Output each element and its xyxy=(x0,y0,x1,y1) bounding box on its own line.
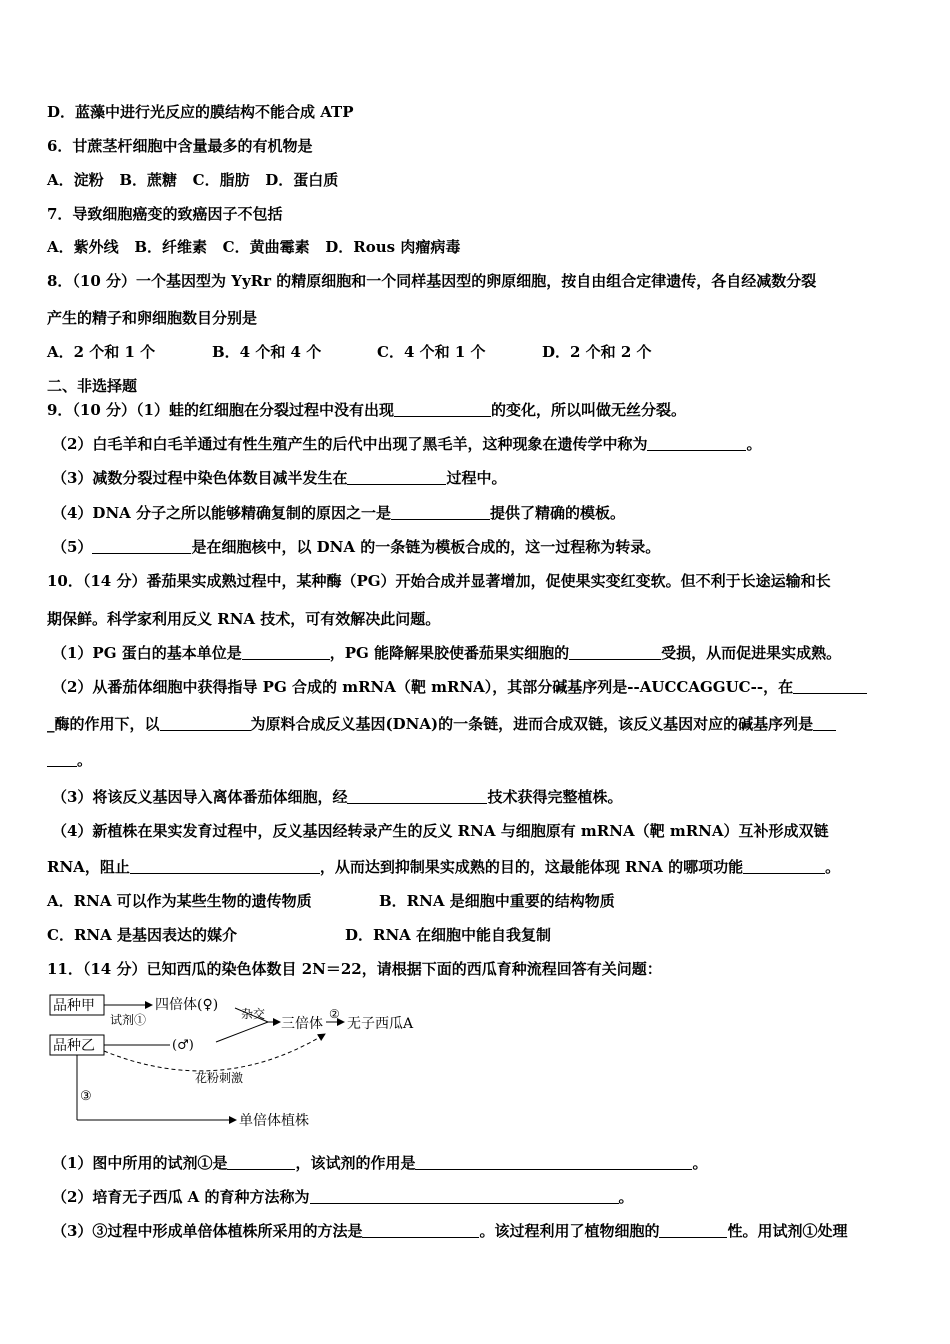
q10-part1-text-c: 受损，从而促进果实成熟。 xyxy=(661,644,842,662)
seedless-watermelon-label: 无子西瓜A xyxy=(347,1016,414,1032)
q9-part2 xyxy=(52,434,761,454)
q11-part1-text-b: ，该试剂的作用是 xyxy=(295,1154,416,1172)
q11-part1-text-c: 。 xyxy=(692,1154,708,1172)
q11-part2-text-a: （2）培育无子西瓜 A 的育种方法称为 xyxy=(52,1188,310,1206)
step3-label: ③ xyxy=(80,1089,92,1104)
q6-option-a: A．淀粉 xyxy=(47,171,104,189)
answer-blank[interactable] xyxy=(647,435,746,451)
q9-part4-text-b: 提供了精确的模板。 xyxy=(490,504,626,522)
pollen-stimulus-arrow xyxy=(104,1034,325,1071)
breeding-flow-diagram xyxy=(40,988,440,1133)
q10-part2-text-b: _酶的作用下，以 xyxy=(47,715,160,733)
answer-blank[interactable] xyxy=(92,538,191,554)
q7-option-d: D．Rous 肉瘤病毒 xyxy=(325,238,461,256)
q9-part5 xyxy=(52,537,660,557)
q10-options-row2 xyxy=(47,925,551,945)
q10-part2-text-c: 为原料合成反义基因(DNA)的一条链，进而合成双链，该反义基因对应的碱基序列是 xyxy=(250,715,814,733)
male-label: (♂) xyxy=(172,1038,194,1053)
q9-part1-text-b: 的变化，所以叫做无丝分裂。 xyxy=(490,401,686,419)
answer-blank[interactable] xyxy=(813,715,836,731)
q9-part3 xyxy=(52,468,506,488)
q11-part3-text-b: 。该过程利用了植物细胞的 xyxy=(479,1222,660,1240)
q10-part1-text-b: ，PG 能降解果胶使番茄果实细胞的 xyxy=(329,644,570,662)
q5-option-d: D．蓝藻中进行光反应的膜结构不能合成 ATP xyxy=(47,103,354,121)
q9-part2-text-b: 。 xyxy=(746,435,762,453)
q9-part4 xyxy=(52,503,625,523)
answer-blank[interactable] xyxy=(362,1222,479,1238)
q11-part2 xyxy=(52,1187,634,1207)
q8-option-d: D．2 个和 2 个 xyxy=(542,343,652,361)
q10-part4-line2 xyxy=(47,857,840,877)
q10-option-a: A．RNA 可以作为某些生物的遗传物质 xyxy=(47,892,312,910)
q6-options xyxy=(47,170,338,190)
answer-blank[interactable] xyxy=(242,644,330,660)
q11-part3-text-c: 性。用试剂①处理 xyxy=(727,1222,848,1240)
answer-blank[interactable] xyxy=(659,1222,727,1238)
q8-option-a: A．2 个和 1 个 xyxy=(47,343,156,361)
answer-blank[interactable] xyxy=(160,715,251,731)
answer-blank[interactable] xyxy=(394,401,491,417)
q10-part1 xyxy=(52,643,841,663)
q10-part4-text-b: RNA，阻止 xyxy=(47,858,130,876)
answer-blank[interactable] xyxy=(227,1154,295,1170)
reagent-label: 试剂① xyxy=(110,1013,147,1027)
q10-part2-text-a: （2）从番茄体细胞中获得指导 PG 合成的 mRNA（靶 mRNA），其部分碱基序列是--AUCCAGGUC--，在 xyxy=(52,678,794,696)
q10-part2-text-d: 。 xyxy=(77,751,93,769)
step2-label: ② xyxy=(329,1007,340,1021)
q9-part1-text-a: 9．（10 分）（1）蛙的红细胞在分裂过程中没有出现 xyxy=(47,401,394,419)
q6-option-c: C．脂肪 xyxy=(192,171,250,189)
q11-part3 xyxy=(52,1221,847,1241)
answer-blank[interactable] xyxy=(310,1188,619,1204)
q10-part2-line3 xyxy=(47,750,92,770)
answer-blank[interactable] xyxy=(130,858,320,874)
q10-part3-text-b: 技术获得完整植株。 xyxy=(487,788,623,806)
q10-part4-line1: （4）新植株在果实发育过程中，反义基因经转录产生的反义 RNA 与细胞原有 mRNA（靶 mRNA）互补形成双链 xyxy=(52,822,829,840)
q9-part1 xyxy=(47,400,686,420)
answer-blank[interactable] xyxy=(569,644,661,660)
q7-options xyxy=(47,237,460,257)
answer-blank[interactable] xyxy=(743,858,825,874)
answer-blank[interactable] xyxy=(415,1154,692,1170)
answer-blank[interactable] xyxy=(347,788,487,804)
answer-blank[interactable] xyxy=(391,504,490,520)
pollen-label: 花粉刺激 xyxy=(195,1071,244,1085)
q8-stem-line1: 8．（10 分）一个基因型为 YyRr 的精原细胞和一个同样基因型的卵原细胞，按自由组合定律遗传，各自经减数分裂 xyxy=(47,272,817,290)
q7-option-c: C．黄曲霉素 xyxy=(222,238,310,256)
q10-part2-line1 xyxy=(52,677,867,697)
q8-option-b: B．4 个和 4 个 xyxy=(212,343,322,361)
q10-part3 xyxy=(52,787,622,807)
q10-options-row1 xyxy=(47,891,615,911)
tetraploid-label: 四倍体(♀) xyxy=(155,997,219,1013)
answer-blank[interactable] xyxy=(47,751,77,767)
q10-stem-line1: 10．（14 分）番茄果实成熟过程中，某种酶（PG）开始合成并显著增加，促使果实变红变软。但不利于长途运输和长 xyxy=(47,572,831,590)
q10-part3-text-a: （3）将该反义基因导入离体番茄体细胞，经 xyxy=(52,788,348,806)
section-title: 二、非选择题 xyxy=(47,377,138,395)
variety-b-label: 品种乙 xyxy=(53,1038,95,1054)
answer-blank[interactable] xyxy=(793,678,867,694)
q8-option-c: C．4 个和 1 个 xyxy=(377,343,486,361)
q11-part1 xyxy=(52,1153,707,1173)
q9-part3-text-b: 过程中。 xyxy=(446,469,507,487)
q10-option-d: D．RNA 在细胞中能自我复制 xyxy=(345,926,552,944)
cross-line-lower xyxy=(216,1022,268,1042)
q8-options xyxy=(47,342,652,362)
q11-stem: 11．（14 分）已知西瓜的染色体数目 2N＝22，请根据下面的西瓜育种流程回答有关问题： xyxy=(47,960,662,978)
q6-stem: 6．甘蔗茎杆细胞中含量最多的有机物是 xyxy=(47,137,313,155)
triploid-label: 三倍体 xyxy=(281,1016,323,1032)
q7-stem: 7．导致细胞癌变的致癌因子不包括 xyxy=(47,205,283,223)
variety-a-label: 品种甲 xyxy=(53,998,95,1014)
q10-part4-text-c: ，从而达到抑制果实成熟的目的，这最能体现 RNA 的哪项功能 xyxy=(319,858,744,876)
q9-part2-text-a: （2）白毛羊和白毛羊通过有性生殖产生的后代中出现了黑毛羊，这种现象在遗传学中称为 xyxy=(52,435,648,453)
answer-blank[interactable] xyxy=(347,469,446,485)
q9-part5-text-a: （5） xyxy=(52,538,93,556)
q9-part3-text-a: （3）减数分裂过程中染色体数目减半发生在 xyxy=(52,469,348,487)
q11-part2-text-b: 。 xyxy=(618,1188,634,1206)
q7-option-a: A．紫外线 xyxy=(47,238,119,256)
q10-part1-text-a: （1）PG 蛋白的基本单位是 xyxy=(52,644,242,662)
q10-part4-text-d: 。 xyxy=(825,858,841,876)
q11-part1-text-a: （1）图中所用的试剂①是 xyxy=(52,1154,228,1172)
q11-part3-text-a: （3）③过程中形成单倍体植株所采用的方法是 xyxy=(52,1222,363,1240)
cross-label: 杂交 xyxy=(241,1007,266,1021)
q9-part5-text-b: 是在细胞核中，以 DNA 的一条链为模板合成的，这一过程称为转录。 xyxy=(191,538,661,556)
q6-option-d: D．蛋白质 xyxy=(265,171,339,189)
q10-part2-line2 xyxy=(47,714,836,734)
haploid-label: 单倍体植株 xyxy=(239,1113,309,1129)
q10-stem-line2: 期保鲜。科学家利用反义 RNA 技术，可有效解决此问题。 xyxy=(47,610,441,628)
q10-option-c: C．RNA 是基因表达的媒介 xyxy=(47,926,237,944)
q7-option-b: B．纤维素 xyxy=(134,238,207,256)
q6-option-b: B．蔗糖 xyxy=(119,171,177,189)
q10-option-b: B．RNA 是细胞中重要的结构物质 xyxy=(379,892,615,910)
q9-part4-text-a: （4）DNA 分子之所以能够精确复制的原因之一是 xyxy=(52,504,392,522)
q8-stem-line2: 产生的精子和卵细胞数目分别是 xyxy=(47,309,258,327)
